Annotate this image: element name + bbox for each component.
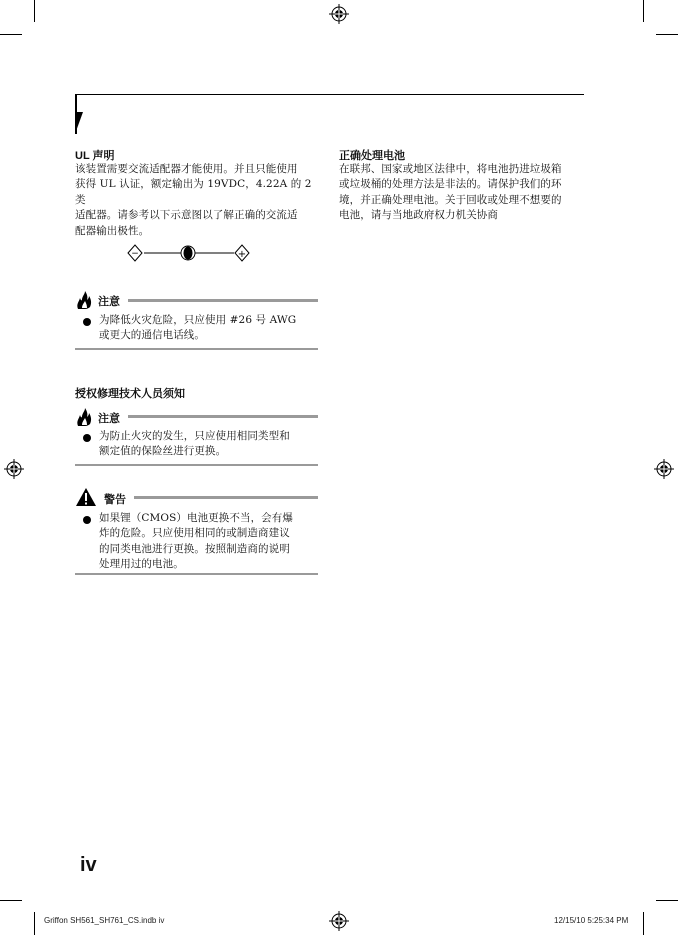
registration-mark-icon xyxy=(329,911,349,931)
header-corner-tab xyxy=(75,112,87,136)
crop-mark xyxy=(0,900,22,901)
flame-hand-icon xyxy=(75,290,95,310)
crop-mark xyxy=(0,34,22,35)
text-line: 处理用过的电池。 xyxy=(99,558,184,571)
minus-sign: − xyxy=(131,249,139,259)
text-line: 配器输出极性。 xyxy=(75,224,150,237)
flame-hand-icon xyxy=(75,407,95,427)
text-line: 炸的危险。只应使用相同的或制造商建议 xyxy=(99,527,290,540)
crop-mark xyxy=(34,0,35,22)
crop-mark xyxy=(34,912,35,935)
text-line: 或更大的通信电话线。 xyxy=(99,329,205,342)
header-rule xyxy=(75,94,584,95)
text-line: 适配器。请参考以下示意图以了解正确的交流适 xyxy=(75,209,298,222)
bullet xyxy=(83,318,91,326)
crop-mark xyxy=(643,912,644,935)
caution-text xyxy=(99,313,319,344)
polarity-diagram xyxy=(126,241,254,265)
registration-mark-icon xyxy=(329,4,349,24)
bullet xyxy=(83,516,91,524)
warning-text xyxy=(99,511,319,573)
caution-rule xyxy=(128,299,318,302)
text-line: 境，并正确处理电池。关于回收或处理不想要的 xyxy=(339,193,562,206)
caution-title: 注意 xyxy=(98,296,120,308)
warning-bottom-rule xyxy=(75,573,318,575)
text-line: 如果锂（CMOS）电池更换不当，会有爆 xyxy=(99,512,293,524)
auth-heading: 授权修理技术人员须知 xyxy=(75,388,185,400)
text-line: 或垃圾桶的处理方法是非法的。请保护我们的环 xyxy=(339,178,562,191)
text-line: 该装置需要交流适配器才能使用。并且只能使用 xyxy=(75,163,298,175)
warning-triangle-icon xyxy=(75,487,97,507)
connector-inner xyxy=(184,247,193,260)
battery-paragraph xyxy=(339,162,589,224)
text-line: 为防止火灾的发生，只应使用相同类型和 xyxy=(99,430,290,442)
footer-timestamp: 12/15/10 5:25:34 PM xyxy=(554,916,629,925)
caution-title: 注意 xyxy=(98,413,120,425)
text-line: 额定值的保险丝进行更换。 xyxy=(99,445,227,458)
caution-rule xyxy=(128,415,318,418)
text-line: 的同类电池进行更换。按照制造商的说明 xyxy=(99,542,290,555)
registration-mark-icon xyxy=(654,459,674,479)
page-number: iv xyxy=(80,854,97,876)
text-line: 在联邦、国家或地区法律中，将电池扔进垃圾箱 xyxy=(339,163,562,175)
text-line: 获得 UL 认证，额定输出为 19VDC，4.22A 的 2 类 xyxy=(75,178,312,206)
caution-bottom-rule xyxy=(75,464,318,466)
warning-rule xyxy=(134,496,318,499)
plus-sign: + xyxy=(237,249,247,260)
caution-bottom-rule xyxy=(75,348,318,350)
warning-title: 警告 xyxy=(104,494,126,506)
bullet xyxy=(83,434,91,442)
footer-filename: Griffon SH561_SH761_CS.indb iv xyxy=(44,916,165,925)
text-line: 电池，请与当地政府权力机关协商 xyxy=(339,209,498,222)
ul-paragraph xyxy=(75,162,325,239)
text-line: 为降低火灾危险，只应使用 #26 号 AWG xyxy=(99,314,297,326)
caution-text xyxy=(99,429,319,460)
ul-heading: UL 声明 xyxy=(75,150,115,162)
crop-mark xyxy=(656,900,678,901)
battery-heading: 正确处理电池 xyxy=(339,150,405,162)
crop-mark xyxy=(656,34,678,35)
crop-mark xyxy=(643,0,644,22)
registration-mark-icon xyxy=(4,459,24,479)
